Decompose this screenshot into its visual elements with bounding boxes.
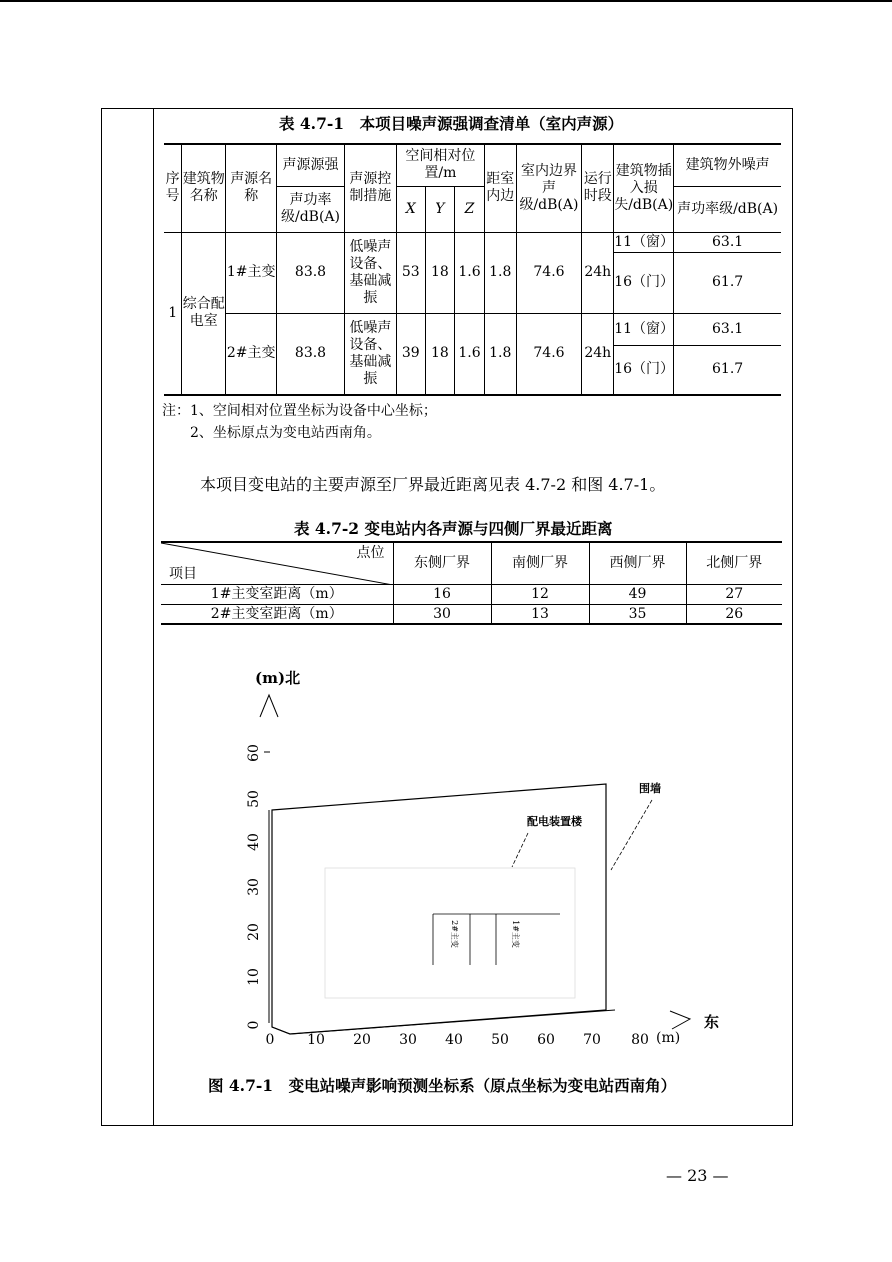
cell-value: 13 — [491, 604, 589, 624]
th-seq: 序号 — [164, 144, 182, 232]
cell-value: 26 — [686, 604, 782, 624]
frame-divider — [153, 108, 154, 1126]
figure-caption: 图 4.7-1 变电站噪声影响预测坐标系（原点坐标为变电站西南角） — [208, 1076, 677, 1095]
transformer-2-label: 2#主变 — [450, 920, 459, 948]
col-header: 南侧厂界 — [491, 542, 589, 584]
building-label: 配电装置楼 — [527, 815, 582, 828]
y-tick: 10 — [246, 968, 262, 986]
th-period: 运行时段 — [582, 144, 614, 232]
th-control: 声源控制措施 — [344, 144, 396, 232]
cell-period: 24h — [582, 313, 614, 395]
cell-building: 综合配电室 — [182, 232, 226, 395]
cell-value: 35 — [589, 604, 686, 624]
th-position: 空间相对位置/m — [396, 144, 484, 186]
cell-seq: 1 — [164, 232, 182, 395]
building-outline — [325, 868, 575, 998]
th-source: 声源名称 — [226, 144, 277, 232]
cell-outside: 61.7 — [674, 252, 781, 313]
y-tick: 50 — [246, 790, 262, 808]
cell-boundary: 74.6 — [516, 232, 582, 313]
th-outside-noise: 建筑物外噪声 — [674, 144, 781, 186]
cell-y: 18 — [425, 313, 455, 395]
wall-label: 围墙 — [639, 782, 661, 795]
cell-source: 1#主变 — [226, 232, 277, 313]
table2-title: 表 4.7-2 变电站内各声源与四侧厂界最近距离 — [294, 519, 613, 538]
y-tick: 40 — [246, 833, 262, 851]
th-boundary-level: 室内边界声级/dB(A) — [516, 144, 582, 232]
cell-power: 83.8 — [277, 313, 345, 395]
x-axis-unit: (m) — [656, 1030, 681, 1046]
y-tick: 30 — [246, 878, 262, 896]
table1-title: 表 4.7-1 本项目噪声源强调查清单（室内声源） — [279, 114, 624, 133]
corner-top-label: 点位 — [356, 545, 385, 561]
th-x: X — [396, 186, 425, 232]
x-axis-direction: 东 — [704, 1013, 720, 1031]
cell-z: 1.6 — [455, 232, 485, 313]
table2 — [161, 541, 782, 625]
cell-distance: 1.8 — [484, 232, 516, 313]
cell-value: 27 — [686, 584, 782, 604]
th-power-level: 声功率级/dB(A) — [277, 186, 345, 232]
x-tick: 60 — [537, 1032, 555, 1048]
east-arrow-icon — [670, 1011, 690, 1029]
x-tick: 20 — [353, 1032, 371, 1048]
cell-x: 53 — [396, 232, 425, 313]
cell-boundary: 74.6 — [516, 313, 582, 395]
cell-z: 1.6 — [455, 313, 485, 395]
th-outside-power: 声功率级/dB(A) — [674, 186, 781, 232]
cell-control: 低噪声设备、基础减振 — [344, 313, 396, 395]
wall-leader — [611, 800, 652, 870]
north-arrow-icon — [260, 695, 278, 717]
body-paragraph: 本项目变电站的主要声源至厂界最近距离见表 4.7-2 和图 4.7-1。 — [200, 475, 666, 494]
x-tick: 10 — [307, 1032, 325, 1048]
cell-value: 30 — [393, 604, 491, 624]
cell-outside: 63.1 — [674, 313, 781, 345]
corner-bottom-label: 项目 — [169, 565, 197, 582]
cell-period: 24h — [582, 232, 614, 313]
cell-value: 49 — [589, 584, 686, 604]
x-tick: 40 — [445, 1032, 463, 1048]
th-distance: 距室内边 — [484, 144, 516, 232]
table1 — [164, 143, 781, 396]
page-number: — 23 — — [666, 1166, 729, 1185]
row-label: 1#主变室距离（m） — [161, 584, 393, 604]
th-building: 建筑物名称 — [182, 144, 226, 232]
x-tick: 70 — [583, 1032, 601, 1048]
th-z: Z — [455, 186, 485, 232]
cell-control: 低噪声设备、基础减振 — [344, 232, 396, 313]
th-insertion-loss: 建筑物插入损失/dB(A) — [614, 144, 674, 232]
cell-distance: 1.8 — [484, 313, 516, 395]
cell-value: 16 — [393, 584, 491, 604]
cell-power: 83.8 — [277, 232, 345, 313]
y-axis-label: (m)北 — [255, 669, 301, 687]
x-tick: 0 — [265, 1032, 275, 1048]
cell-y: 18 — [425, 232, 455, 313]
x-tick: 50 — [491, 1032, 509, 1048]
top-rule — [0, 0, 892, 2]
cell-source: 2#主变 — [226, 313, 277, 395]
col-header: 西侧厂界 — [589, 542, 686, 584]
cell-outside: 61.7 — [674, 345, 781, 395]
col-header: 北侧厂界 — [686, 542, 782, 584]
y-tick: 60 — [246, 744, 262, 762]
transformer-1-label: 1#主变 — [511, 920, 520, 948]
table2-corner — [161, 542, 393, 584]
cell-outside: 63.1 — [674, 232, 781, 252]
th-strength: 声源源强 — [277, 144, 345, 186]
coordinate-figure — [230, 665, 730, 1060]
row-label: 2#主变室距离（m） — [161, 604, 393, 624]
cell-loss: 11（窗） — [614, 313, 674, 345]
y-tick: 0 — [246, 1020, 262, 1030]
th-y: Y — [425, 186, 455, 232]
cell-loss: 16（门） — [614, 345, 674, 395]
x-tick: 80 — [631, 1032, 649, 1048]
cell-loss: 16（门） — [614, 252, 674, 313]
cell-x: 39 — [396, 313, 425, 395]
col-header: 东侧厂界 — [393, 542, 491, 584]
note-1: 注：1、空间相对位置坐标为设备中心坐标； — [162, 403, 437, 419]
cell-loss: 11（窗） — [614, 232, 674, 252]
cell-value: 12 — [491, 584, 589, 604]
building-leader — [512, 833, 528, 867]
note-2: 2、坐标原点为变电站西南角。 — [190, 425, 381, 441]
y-tick: 20 — [246, 923, 262, 941]
x-tick: 30 — [399, 1032, 417, 1048]
